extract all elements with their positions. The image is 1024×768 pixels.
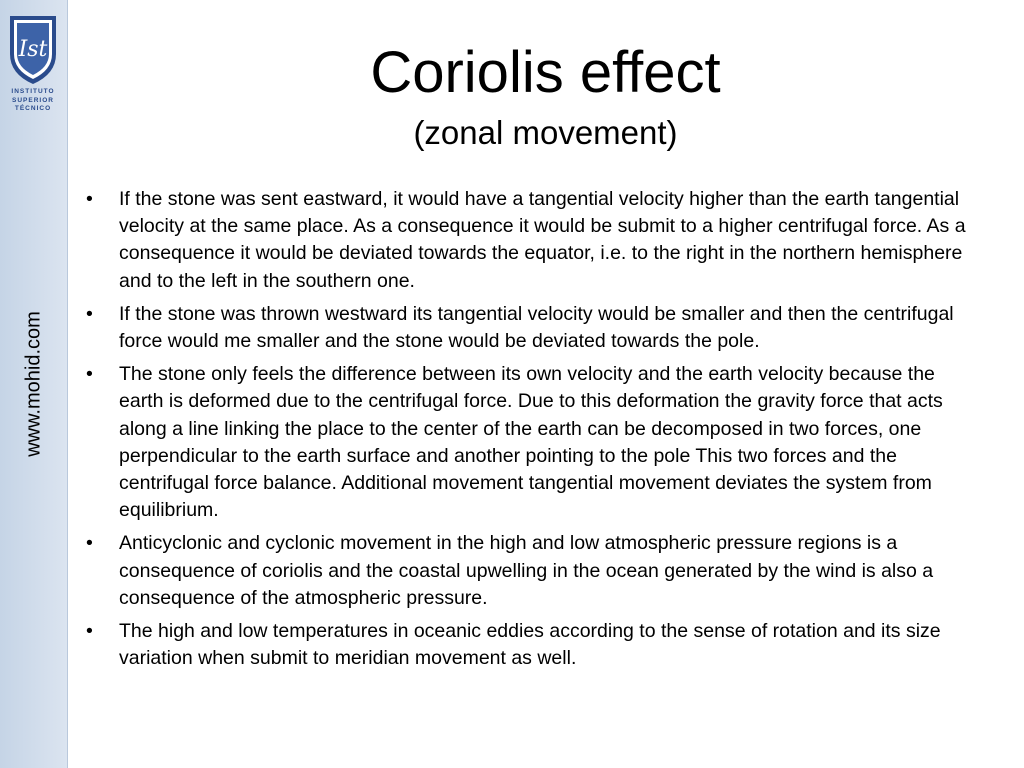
logo-line-1: INSTITUTO [11, 88, 55, 95]
bullet-text: If the stone was thrown westward its tangential velocity would be smaller and then the centrifugal force would me smaller and the stone would be deviated towards the pole. [119, 302, 954, 353]
bullet-list [86, 186, 966, 678]
bullet-item [86, 618, 966, 672]
sidebar [0, 0, 68, 768]
bullet-item [86, 530, 966, 612]
bullet-marker: • [86, 188, 93, 210]
svg-text:Ist: Ist [18, 37, 48, 62]
bullet-marker: • [86, 363, 93, 386]
logo-line-2: SUPERIOR [12, 96, 54, 104]
bullet-text: If the stone was sent eastward, it would have a tangential velocity higher than the earth tangential velocity at the same place. As a consequence it would be submit to a higher centrifugal force. As a consequence it would be deviated towards the equator, i.e. to the right in the northern hemisphere and to the left in the southern one. [119, 188, 966, 292]
slide-title: Coriolis effect [370, 40, 721, 105]
bullet-marker: • [86, 302, 93, 325]
bullet-item [86, 361, 966, 524]
logo-text [6, 88, 60, 114]
bullet-text: The high and low temperatures in oceanic eddies according to the sense of rotation and its size variation when submit to meridian movement as well. [119, 620, 941, 670]
bullet-item [86, 301, 966, 355]
bullet-text: The stone only feels the difference between its own velocity and the earth velocity because the earth is deformed due to the centrifugal force. Due to this deformation the gravity force that acts along a line linking the place to the center of the earth can be decomposed in two forces, one perpendicular to the earth surface and another pointing to the pole This two forces and the centrifugal force balance. Additional movement tangential movement deviates the system from equilibrium. [119, 363, 943, 522]
website-url: www.mohid.com [22, 311, 45, 457]
ist-logo [6, 14, 60, 120]
bullet-item [86, 186, 966, 295]
bullet-text: Anticyclonic and cyclonic movement in the high and low atmospheric pressure regions is a consequence of coriolis and the coastal upwelling in the ocean generated by the wind is also a consequence of the atmospheric pressure. [119, 532, 934, 609]
logo-line-3: TÉCNICO [14, 105, 52, 112]
slide-subtitle: (zonal movement) [413, 114, 678, 151]
bullet-marker: • [86, 620, 93, 643]
ist-shield-icon [6, 14, 60, 86]
bullet-marker: • [86, 532, 93, 555]
